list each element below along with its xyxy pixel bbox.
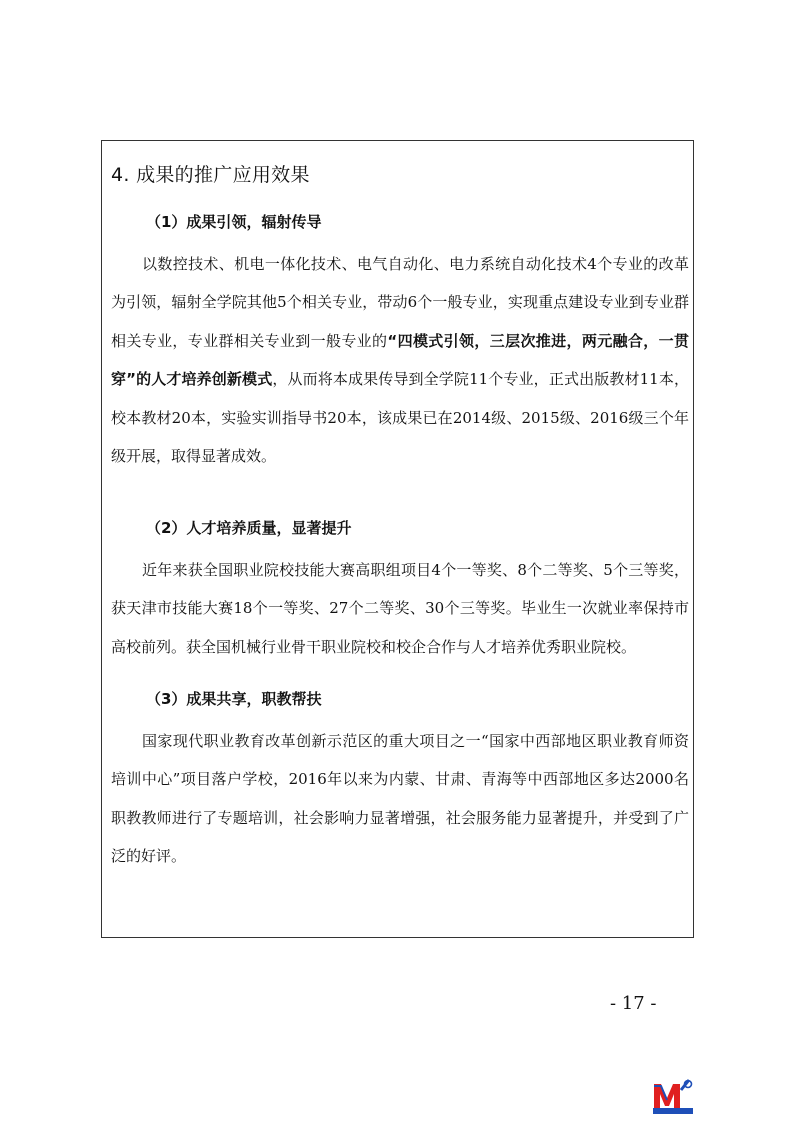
section-heading: 4. 成果的推广应用效果 — [111, 164, 310, 186]
subheading-1: （1）成果引领，辐射传导 — [146, 213, 322, 231]
paragraph-3: 国家现代职业教育改革创新示范区的重大项目之一“国家中西部地区职业教育师资培训中心”项目落户学校，2016年以来为内蒙、甘肃、青海等中西部地区多达2000名职教教师进行了专题培训，社会影响力显著增强，社会服务能力显著提升，并受到了广泛的好评。 — [111, 732, 689, 866]
paragraph-2: 近年来获全国职业院校技能大赛高职组项目4个一等奖、8个二等奖、5个三等奖，获天津市技能大赛18个一等奖、27个二等奖、30个三等奖。毕业生一次就业率保持市高校前列。获全国机械行业骨干职业院校和校企合作与人才培养优秀职业院校。 — [111, 561, 689, 656]
subheading-3: （3）成果共享，职教帮扶 — [146, 690, 322, 708]
paragraph-1-text-a: 以数控技术、机电一体化技术、电气自动化、电力系统自动化技术4个专业的改革为引领，辐射全学院其他5个相关专业，带动6个一般专业，实现重点建设专业到专业群相关专业，专业群相关专业到一般专业的 — [111, 255, 689, 350]
paragraph-1-text-b: ，从而将本成果传导到全学院11个专业，正式出版教材11本，校本教材20本，实验实训指导书20本，该成果已在2014级、2015级、2016级三个年级开展，取得显著成效。 — [111, 370, 689, 466]
paragraph-1 — [111, 245, 689, 475]
subheading-2: （2）人才培养质量，显著提升 — [146, 519, 352, 537]
page-number: - 17 - — [610, 993, 657, 1014]
content-box — [101, 140, 694, 938]
paragraph-1-bold: “四模式引领，三层次推进，两元融合，一贯穿”的人才培养创新模式 — [111, 331, 689, 389]
m-e-logo-icon — [651, 1078, 695, 1116]
